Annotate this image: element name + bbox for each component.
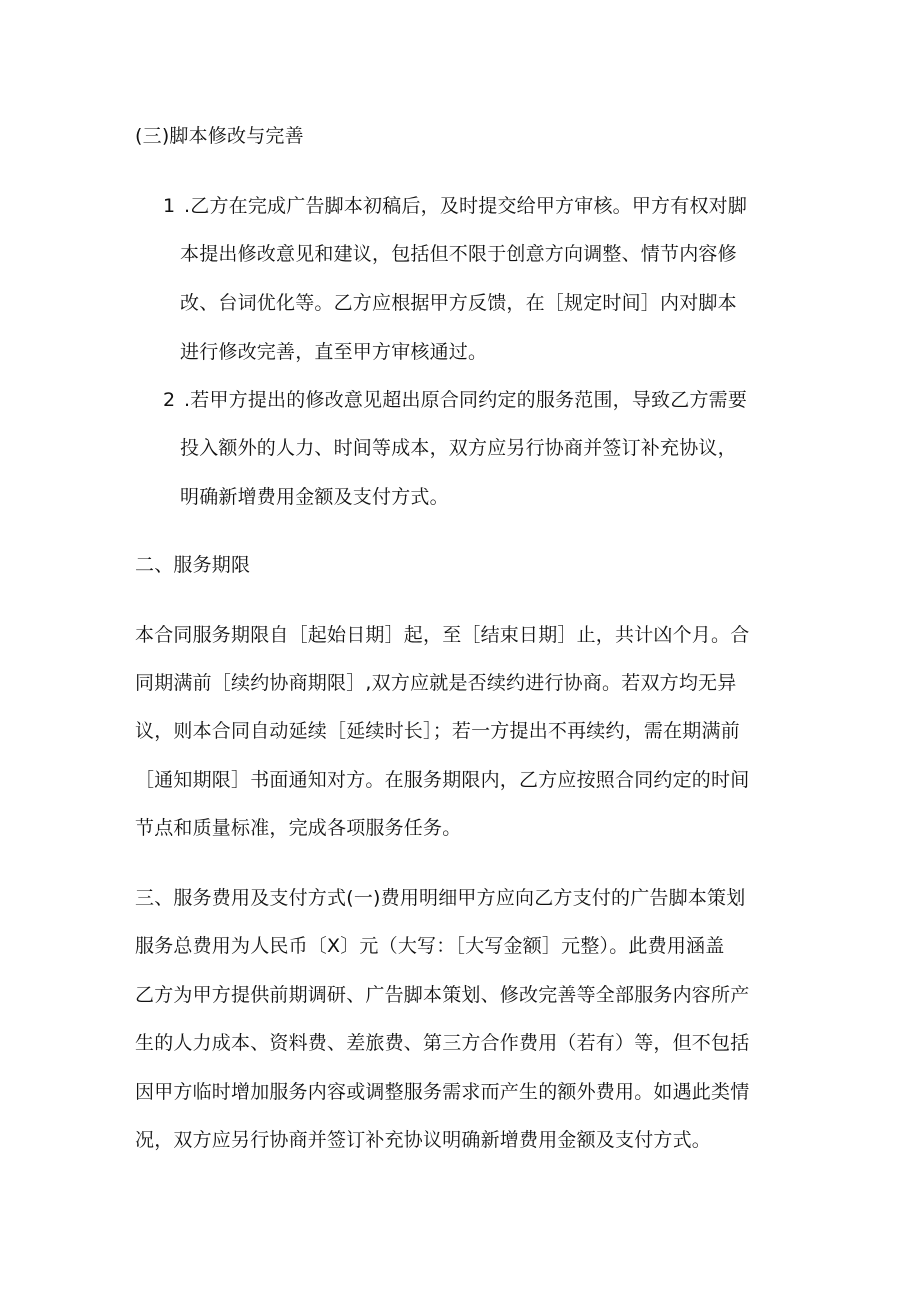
section-heading-service-term: 二、服务期限 [135, 554, 251, 576]
list-item-line: .若甲方提出的修改意见超出原合同约定的服务范围，导致乙方需要 [184, 389, 748, 411]
paragraph-line: ［通知期限］书面通知对方。在服务期限内，乙方应按照合同约定的时间 [135, 769, 750, 791]
list-item-line: 明确新增费用金额及支付方式。 [180, 486, 449, 508]
list-item-line: 投入额外的人力、时间等成本，双方应另行协商并签订补充协议， [180, 437, 737, 459]
paragraph-line-fee-heading: 三、服务费用及支付方式(一)费用明细甲方应向乙方支付的广告脚本策划 [135, 887, 746, 909]
list-item-line: .乙方在完成广告脚本初稿后，及时提交给甲方审核。甲方有权对脚 [184, 195, 748, 217]
paragraph-line: 况，双方应另行协商并签订补充协议明确新增费用金额及支付方式。 [135, 1129, 712, 1151]
list-item-number: 1 [163, 195, 176, 217]
paragraph-line: 节点和质量标准，完成各项服务任务。 [135, 817, 462, 839]
list-item-line: 进行修改完善，直至甲方审核通过。 [180, 341, 488, 363]
list-item-line: 本提出修改意见和建议，包括但不限于创意方向调整、情节内容修 [180, 243, 737, 265]
paragraph-line: 议，则本合同自动延续［延续时长］；若一方提出不再续约，需在期满前 [135, 720, 740, 742]
section-heading-script-revision: (三)脚本修改与完善 [135, 125, 304, 147]
list-item-line: 改、台词优化等。乙方应根据甲方反馈，在［规定时间］内对脚本 [180, 292, 737, 314]
list-item-number: 2 [163, 389, 176, 411]
paragraph-line: 因甲方临时增加服务内容或调整服务需求而产生的额外费用。如遇此类情 [135, 1081, 750, 1103]
paragraph-line: 同期满前［续约协商期限］,双方应就是否续约进行协商。若双方均无异 [135, 672, 737, 694]
paragraph-line: 乙方为甲方提供前期调研、广告脚本策划、修改完善等全部服务内容所产 [135, 984, 750, 1006]
paragraph-line: 本合同服务期限自［起始日期］起，至［结束日期］止，共计凶个月。合 [135, 624, 750, 646]
paragraph-line: 生的人力成本、资料费、差旅费、第三方合作费用（若有）等，但不包括 [135, 1032, 750, 1054]
paragraph-line: 服务总费用为人民币〔X〕元（大写：［大写金额］元整）。此费用涵盖 [135, 935, 725, 957]
